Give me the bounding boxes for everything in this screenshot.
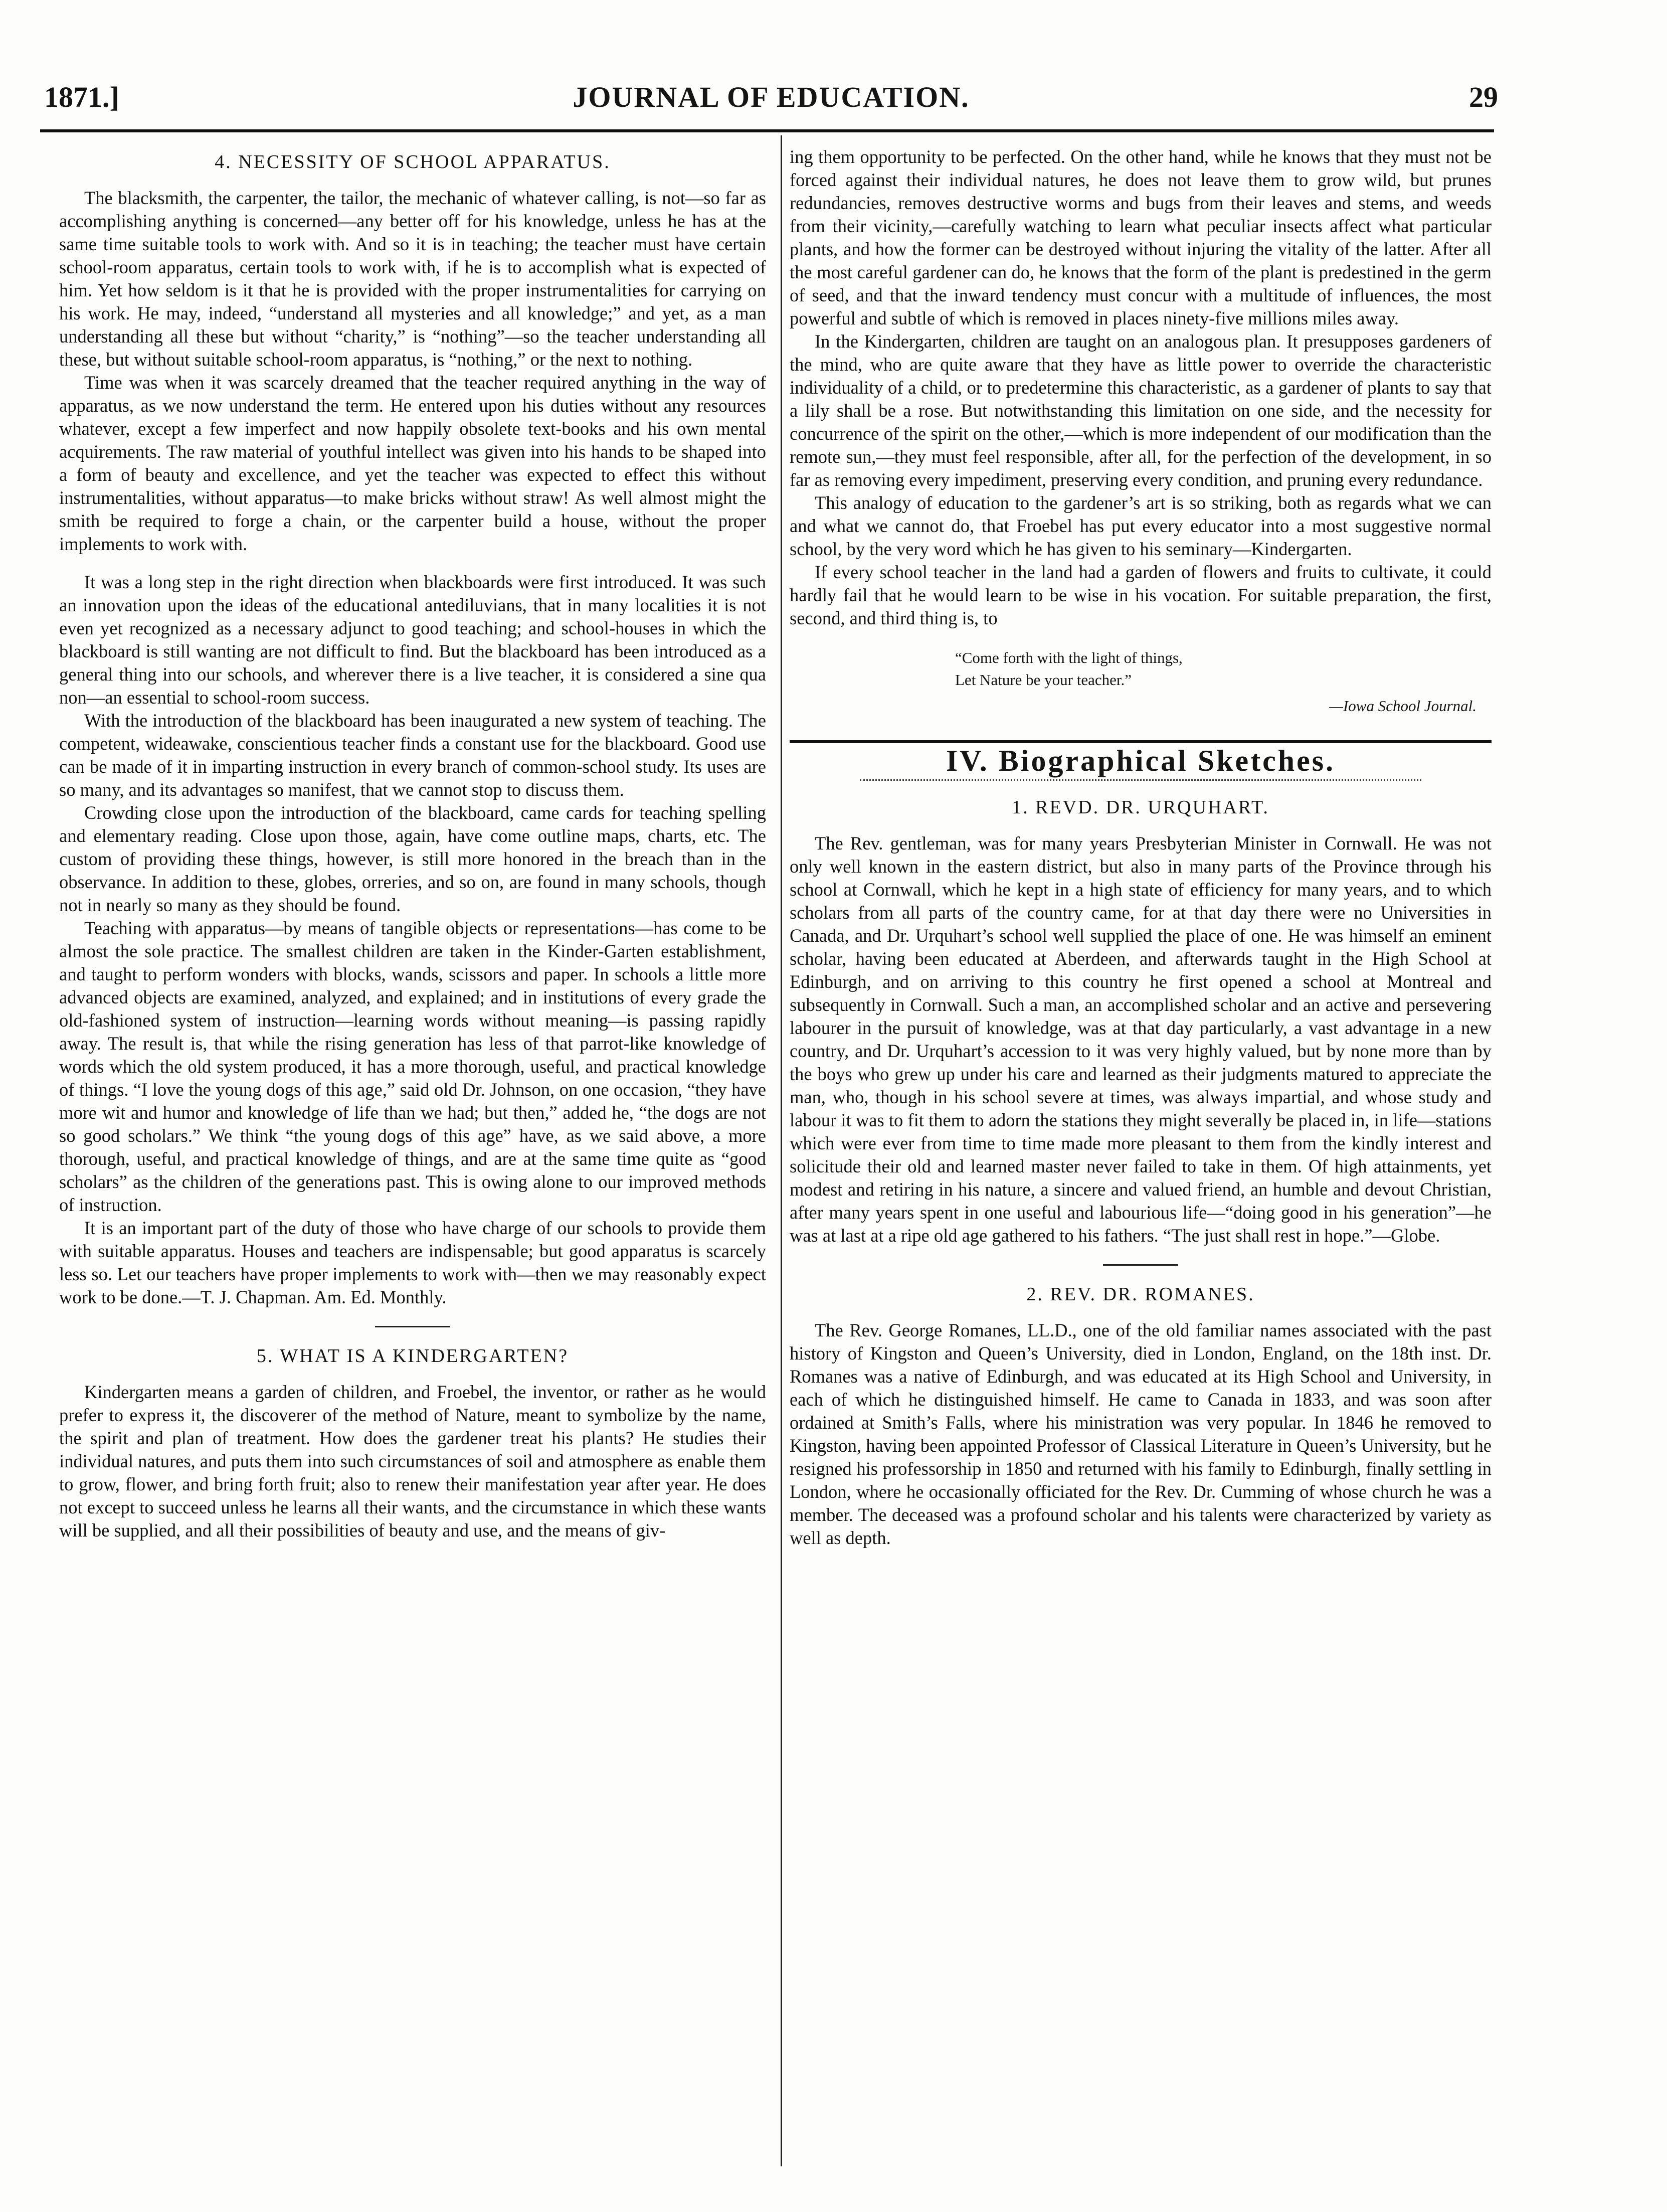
paragraph: If every school teacher in the land had a garden of flowers and fruits to cultivate, it could hardly fail that he would learn to be wise in his vocation. For suitable preparation, the first, second, and third thing is, to	[790, 562, 1492, 628]
paragraph: Kindergarten means a garden of children, and Froebel, the inventor, or rather as he would prefer to express it, the discoverer of the method of Nature, meant to symbolize by the name, the spirit and plan of treatment. How does the gardener treat his plants? He studies their individual natures, and puts them into such circumstances of soil and atmosphere as enable them to grow, flower, and bring forth fruit; also to renew their manifestation year after year. He does not except to succeed unless he learns all their wants, and the circumstance in which these wants will be supplied, and all their possibilities of beauty and use, and the means of giv-	[59, 1382, 766, 1541]
paragraph: The Rev. George Romanes, LL.D., one of the old familiar names associated with the past history of Kingston and Queen’s University, died in London, England, on the 18th inst. Dr. Romanes was a native of Edinburgh, and was educated at its High School and University, in each of which he distinguished himself. He came to Canada in 1833, and was soon after ordained at Smith’s Falls, where his ministration was very popular. In 1846 he removed to Kingston, having been appointed Professor of Classical Literature in Queen’s University, but he resigned his professorship in 1850 and returned with his family to Edinburgh, finally settling in London, where he occasionally officiated for the Rev. Dr. Cumming of whose church he was a member. The deceased was a profound scholar and his talents were characterized by variety as well as depth.	[790, 1320, 1492, 1548]
paragraph: The blacksmith, the carpenter, the tailor, the mechanic of whatever calling, is not—so far as accomplishing anything is concerned—any better off for his knowledge, unless he has at the same time suitable tools to work with. And so it is in teaching; the teacher must have certain school-room apparatus, certain tools to work with, if he is to accomplish what is expected of him. Yet how seldom is it that he is provided with the proper instrumentalities for carrying on his work. He may, indeed, “understand all mysteries and all knowledge;” and yet, as a man understanding all these but without “charity,” is “nothing”—so the teacher understanding all these, but without suitable school-room apparatus, is “nothing,” or the next to nothing.	[59, 188, 766, 370]
quote-attribution: —Iowa School Journal.	[1329, 697, 1476, 715]
section-separator	[1103, 1264, 1178, 1266]
column-divider	[781, 135, 782, 2166]
biographical-heading: IV. Biographical Sketches.	[946, 744, 1336, 777]
page-number: 29	[1469, 81, 1498, 113]
paragraph: The Rev. gentleman, was for many years Presbyterian Minister in Cornwall. He was not only well known in the eastern district, but also in many parts of the Province through his school at Cornwall, which he kept in a high state of efficiency for many years, and to which scholars from all parts of the country came, for at that day there were no Universities in Canada, and Dr. Urquhart’s school well supplied the place of one. He was himself an eminent scholar, having been educated at Aberdeen, and afterwards taught in the High School at Edinburgh, and on arriving to this country he first opened a school at Montreal and subsequently in Cornwall. Such a man, an accomplished scholar and an active and persevering labourer in the pursuit of knowledge, was at that day particularly, a vast advantage in a new country, and Dr. Urquhart’s accession to it was very highly valued, but by none more than by the boys who grew up under his care and learned as their judgments matured to appreciate the man, who, though in his school severe at times, was always impartial, and whose study and labour it was to fit them to adorn the stations they might severally be placed in, in life—stations which were ever from time to time made more pleasant to them from the kindly interest and solicitude their old and learned master never failed to take in them. Of high attainments, yet modest and retiring in his nature, a sincere and valued friend, an humble and devout Christian, after many years spent in one useful and labourious life—“doing good in his generation”—he was at last at a ripe old age gathered to his fathers. “The just shall rest in hope.”—Globe.	[790, 833, 1492, 1246]
journal-title: JOURNAL OF EDUCATION.	[573, 81, 970, 113]
poem-line: “Come forth with the light of things,	[955, 649, 1183, 666]
header-rule	[40, 129, 1494, 132]
paragraph: Time was when it was scarcely dreamed that the teacher required anything in the way of apparatus, as we now understand the term. He entered upon his duties without any resources whatever, except a few imperfect and now happily obsolete text-books and his own mental acquirements. The raw material of youthful intellect was given into his hands to be shaped into a form of beauty and excellence, and yet the teacher was expected to effect this without instrumentalities, without apparatus—to make bricks without straw! As well almost might the smith be required to forge a chain, or the carpenter build a house, without the proper implements to work with.	[59, 372, 766, 554]
section-title-romanes: 2. REV. DR. ROMANES.	[1026, 1284, 1255, 1305]
paragraph: Crowding close upon the introduction of the blackboard, came cards for teaching spelling and elementary reading. Close upon those, again, have come outline maps, charts, etc. The custom of providing these things, however, is still more honored in the breach than in the observance. In addition to these, globes, orreries, and so on, are found in many schools, though not in nearly so many as they should be found.	[59, 802, 766, 915]
section-title-urquhart: 1. REVD. DR. URQUHART.	[1012, 797, 1269, 818]
left-column	[59, 145, 766, 1542]
section-title-apparatus: 4. NECESSITY OF SCHOOL APPARATUS.	[215, 151, 611, 173]
spacer	[59, 556, 766, 571]
section-title-kindergarten: 5. WHAT IS A KINDERGARTEN?	[256, 1345, 569, 1367]
paragraph: In the Kindergarten, children are taught on an analogous plan. It presupposes gardeners of the mind, who are quite aware that they have as little power to override the characteristic individuality of a child, or to predetermine this characteristic, as a gardener of plants to say that a lily shall be a rose. But notwithstanding this limitation on one side, and the necessity for concurrence of the spirit on the other,—which is more independent of our modification than the remote sun,—they must feel responsible, after all, for the perfection of the development, in so far as removing every impediment, preserving every condition, and pruning every redundance.	[790, 331, 1492, 490]
poem-quote	[955, 647, 1492, 717]
section-separator	[375, 1326, 450, 1327]
biographical-banner	[790, 740, 1492, 781]
paragraph: Teaching with apparatus—by means of tangible objects or representations—has come to be almost the sole practice. The smallest children are taken in the Kinder-Garten establishment, and taught to perform wonders with blocks, wands, scissors and paper. In schools a little more advanced objects are examined, analyzed, and explained; and in institutions of every grade the old-fashioned system of instruction—learning words without meaning—is passing rapidly away. The result is, that while the rising generation has less of that parrot-like knowledge of words which the old system produced, it has a more thorough, useful, and practical knowledge of things. “I love the young dogs of this age,” said old Dr. Johnson, on one occasion, “they have more wit and humor and knowledge of life than we had; but then,” added he, “the dogs are not so good scholars.” We think “the young dogs of this age” have, as we said above, a more thorough, useful, and practical knowledge of things, and are at the same time quite as “good scholars” as the children of the generations past. This is owing alone to our improved methods of instruction.	[59, 918, 766, 1215]
header-year: 1871.]	[44, 81, 119, 113]
paragraph: ing them opportunity to be perfected. On the other hand, while he knows that they must not be forced against their individual natures, he does not leave them to grow wild, but prunes redundancies, removes destructive worms and bugs from their leaves and stems, and weeds from their vicinity,—carefully watching to learn what peculiar insects affect what particular plants, and how the former can be destroyed without injuring the vitality of the latter. After all the most careful gardener can do, he knows that the form of the plant is predestined in the germ of seed, and that the inward tendency must concur with a multitude of influences, the most powerful and subtle of which is removed in places ninety-five millions miles away.	[790, 146, 1492, 328]
page-header	[44, 80, 1498, 125]
right-column	[790, 145, 1492, 1550]
paragraph: With the introduction of the blackboard has been inaugurated a new system of teaching. The competent, wideawake, conscientious teacher finds a constant use for the blackboard. Good use can be made of it in imparting instruction in every branch of common-school study. Its uses are so many, and its advantages so manifest, that we cannot stop to discuss them.	[59, 710, 766, 800]
poem-line: Let Nature be your teacher.”	[955, 671, 1132, 689]
paragraph: It was a long step in the right direction when blackboards were first introduced. It was such an innovation upon the ideas of the educational antediluvians, that in many localities it is not even yet recognized as a necessary adjunct to good teaching; and school-houses in which the blackboard is still wanting are not difficult to find. But the blackboard has been introduced as a general thing into our schools, and wherever there is a live teacher, it is considered a sine qua non—an essential to school-room success.	[59, 572, 766, 708]
paragraph: This analogy of education to the gardener’s art is so striking, both as regards what we can and what we cannot do, that Froebel has put every educator into a most suggestive normal school, by the very word which he has given to his seminary—Kindergarten.	[790, 492, 1492, 559]
paragraph: It is an important part of the duty of those who have charge of our schools to provide them with suitable apparatus. Houses and teachers are indispensable; but good apparatus is scarcely less so. Let our teachers have proper implements to work with—then we may reasonably expect work to be done.—T. J. Chapman. Am. Ed. Monthly.	[59, 1218, 766, 1307]
